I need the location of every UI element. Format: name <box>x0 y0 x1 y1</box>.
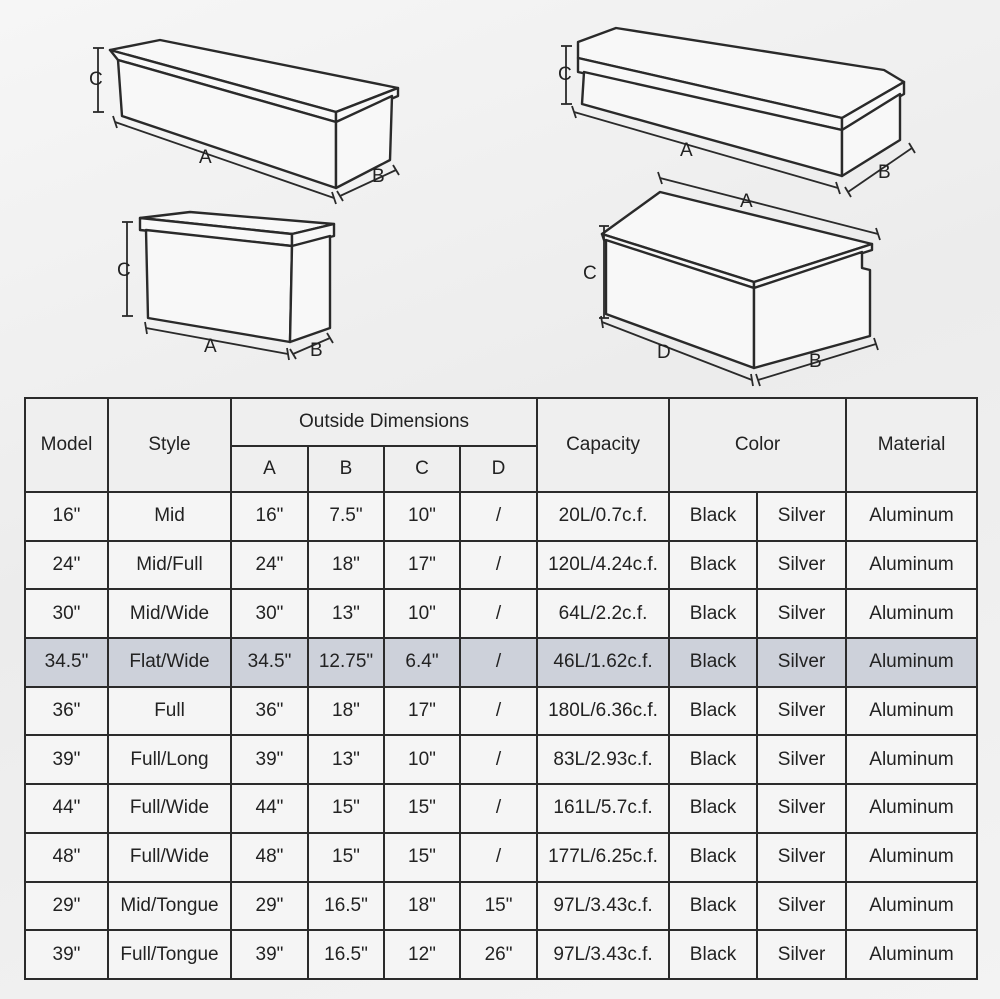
cell-model: 29" <box>25 882 108 931</box>
diagram-flat-box <box>558 28 915 197</box>
table-row <box>25 882 977 931</box>
cell-color-black: Black <box>669 638 757 687</box>
cell-dim-b: 13" <box>308 735 384 784</box>
diagram-label-b: B <box>310 340 323 361</box>
cell-color-silver: Silver <box>757 784 846 833</box>
cell-model: 39" <box>25 930 108 979</box>
cell-model: 44" <box>25 784 108 833</box>
diagram-mid-box <box>89 40 399 204</box>
table-row <box>25 930 977 979</box>
cell-style: Mid/Wide <box>108 589 231 638</box>
cell-dim-a: 39" <box>231 930 308 979</box>
cell-dim-b: 16.5" <box>308 930 384 979</box>
cell-dim-a: 36" <box>231 687 308 736</box>
cell-dim-a: 48" <box>231 833 308 882</box>
cell-dim-b: 18" <box>308 687 384 736</box>
cell-material: Aluminum <box>846 784 977 833</box>
cell-material: Aluminum <box>846 687 977 736</box>
cell-material: Aluminum <box>846 735 977 784</box>
cell-dim-b: 12.75" <box>308 638 384 687</box>
diagram-label-b: B <box>878 162 891 183</box>
cell-color-black: Black <box>669 882 757 931</box>
cell-color-black: Black <box>669 541 757 590</box>
diagram-compact-box <box>117 212 334 361</box>
cell-material: Aluminum <box>846 492 977 541</box>
diagram-label-a: A <box>680 140 693 161</box>
cell-color-silver: Silver <box>757 833 846 882</box>
cell-dim-b: 7.5" <box>308 492 384 541</box>
diagram-label-a: A <box>199 147 212 168</box>
cell-capacity: 120L/4.24c.f. <box>537 541 669 590</box>
cell-dim-b: 13" <box>308 589 384 638</box>
cell-capacity: 97L/3.43c.f. <box>537 882 669 931</box>
cell-capacity: 177L/6.25c.f. <box>537 833 669 882</box>
header-model: Model <box>25 398 108 492</box>
cell-dim-b: 16.5" <box>308 882 384 931</box>
specification-table <box>24 397 978 980</box>
table-row <box>25 541 977 590</box>
header-material: Material <box>846 398 977 492</box>
header-style: Style <box>108 398 231 492</box>
cell-capacity: 180L/6.36c.f. <box>537 687 669 736</box>
header-capacity: Capacity <box>537 398 669 492</box>
cell-color-black: Black <box>669 589 757 638</box>
cell-dim-a: 44" <box>231 784 308 833</box>
diagram-label-c: C <box>117 260 131 281</box>
cell-style: Full/Long <box>108 735 231 784</box>
cell-dim-b: 15" <box>308 784 384 833</box>
cell-model: 36" <box>25 687 108 736</box>
cell-color-silver: Silver <box>757 541 846 590</box>
cell-capacity: 64L/2.2c.f. <box>537 589 669 638</box>
cell-style: Mid/Tongue <box>108 882 231 931</box>
cell-color-silver: Silver <box>757 492 846 541</box>
header-dim-a: A <box>231 446 308 492</box>
cell-material: Aluminum <box>846 930 977 979</box>
cell-material: Aluminum <box>846 541 977 590</box>
cell-dim-c: 17" <box>384 541 460 590</box>
cell-dim-c: 10" <box>384 492 460 541</box>
cell-dim-c: 17" <box>384 687 460 736</box>
cell-color-black: Black <box>669 735 757 784</box>
cell-color-black: Black <box>669 784 757 833</box>
cell-material: Aluminum <box>846 882 977 931</box>
header-dim-b: B <box>308 446 384 492</box>
cell-color-silver: Silver <box>757 735 846 784</box>
header-dim-d: D <box>460 446 537 492</box>
cell-dim-a: 34.5" <box>231 638 308 687</box>
toolbox-dimension-diagrams <box>0 0 1000 395</box>
cell-style: Flat/Wide <box>108 638 231 687</box>
cell-dim-a: 30" <box>231 589 308 638</box>
cell-dim-a: 29" <box>231 882 308 931</box>
cell-style: Full/Wide <box>108 833 231 882</box>
cell-dim-d: / <box>460 687 537 736</box>
cell-style: Full/Tongue <box>108 930 231 979</box>
cell-dim-d: / <box>460 541 537 590</box>
cell-material: Aluminum <box>846 833 977 882</box>
table-row <box>25 735 977 784</box>
header-outside-dimensions: Outside Dimensions <box>231 398 537 446</box>
cell-dim-c: 12" <box>384 930 460 979</box>
cell-model: 16" <box>25 492 108 541</box>
diagram-label-b: B <box>809 351 822 372</box>
cell-style: Mid <box>108 492 231 541</box>
header-dim-c: C <box>384 446 460 492</box>
cell-color-silver: Silver <box>757 882 846 931</box>
cell-color-black: Black <box>669 930 757 979</box>
table-row <box>25 784 977 833</box>
diagram-label-c: C <box>583 263 597 284</box>
diagram-label-d: D <box>657 342 671 363</box>
diagram-label-c: C <box>89 69 103 90</box>
cell-dim-c: 15" <box>384 784 460 833</box>
cell-model: 30" <box>25 589 108 638</box>
cell-color-silver: Silver <box>757 687 846 736</box>
diagram-label-c: C <box>558 64 572 85</box>
cell-dim-d: 26" <box>460 930 537 979</box>
cell-dim-d: / <box>460 638 537 687</box>
table-row <box>25 492 977 541</box>
cell-dim-c: 18" <box>384 882 460 931</box>
cell-capacity: 83L/2.93c.f. <box>537 735 669 784</box>
cell-color-silver: Silver <box>757 638 846 687</box>
cell-capacity: 161L/5.7c.f. <box>537 784 669 833</box>
cell-color-black: Black <box>669 687 757 736</box>
cell-style: Full <box>108 687 231 736</box>
cell-dim-d: / <box>460 492 537 541</box>
cell-model: 39" <box>25 735 108 784</box>
diagram-tongue-box <box>583 172 880 386</box>
cell-dim-d: / <box>460 589 537 638</box>
cell-dim-c: 15" <box>384 833 460 882</box>
table-row <box>25 589 977 638</box>
cell-model: 34.5" <box>25 638 108 687</box>
diagram-label-a: A <box>204 336 217 357</box>
cell-style: Full/Wide <box>108 784 231 833</box>
cell-dim-d: / <box>460 833 537 882</box>
table-row <box>25 638 977 687</box>
header-color: Color <box>669 398 846 492</box>
cell-capacity: 97L/3.43c.f. <box>537 930 669 979</box>
cell-style: Mid/Full <box>108 541 231 590</box>
cell-model: 24" <box>25 541 108 590</box>
cell-dim-c: 10" <box>384 589 460 638</box>
cell-material: Aluminum <box>846 589 977 638</box>
diagram-label-a: A <box>740 191 753 212</box>
cell-dim-b: 15" <box>308 833 384 882</box>
cell-dim-d: / <box>460 784 537 833</box>
cell-dim-b: 18" <box>308 541 384 590</box>
table-row <box>25 687 977 736</box>
table-row <box>25 833 977 882</box>
cell-dim-a: 24" <box>231 541 308 590</box>
cell-dim-d: / <box>460 735 537 784</box>
cell-dim-c: 10" <box>384 735 460 784</box>
cell-model: 48" <box>25 833 108 882</box>
cell-color-black: Black <box>669 833 757 882</box>
cell-color-silver: Silver <box>757 589 846 638</box>
cell-capacity: 20L/0.7c.f. <box>537 492 669 541</box>
table-body <box>25 492 977 979</box>
cell-capacity: 46L/1.62c.f. <box>537 638 669 687</box>
diagram-label-b: B <box>372 166 385 187</box>
cell-color-silver: Silver <box>757 930 846 979</box>
cell-dim-a: 16" <box>231 492 308 541</box>
cell-color-black: Black <box>669 492 757 541</box>
cell-dim-d: 15" <box>460 882 537 931</box>
cell-dim-c: 6.4" <box>384 638 460 687</box>
cell-dim-a: 39" <box>231 735 308 784</box>
cell-material: Aluminum <box>846 638 977 687</box>
